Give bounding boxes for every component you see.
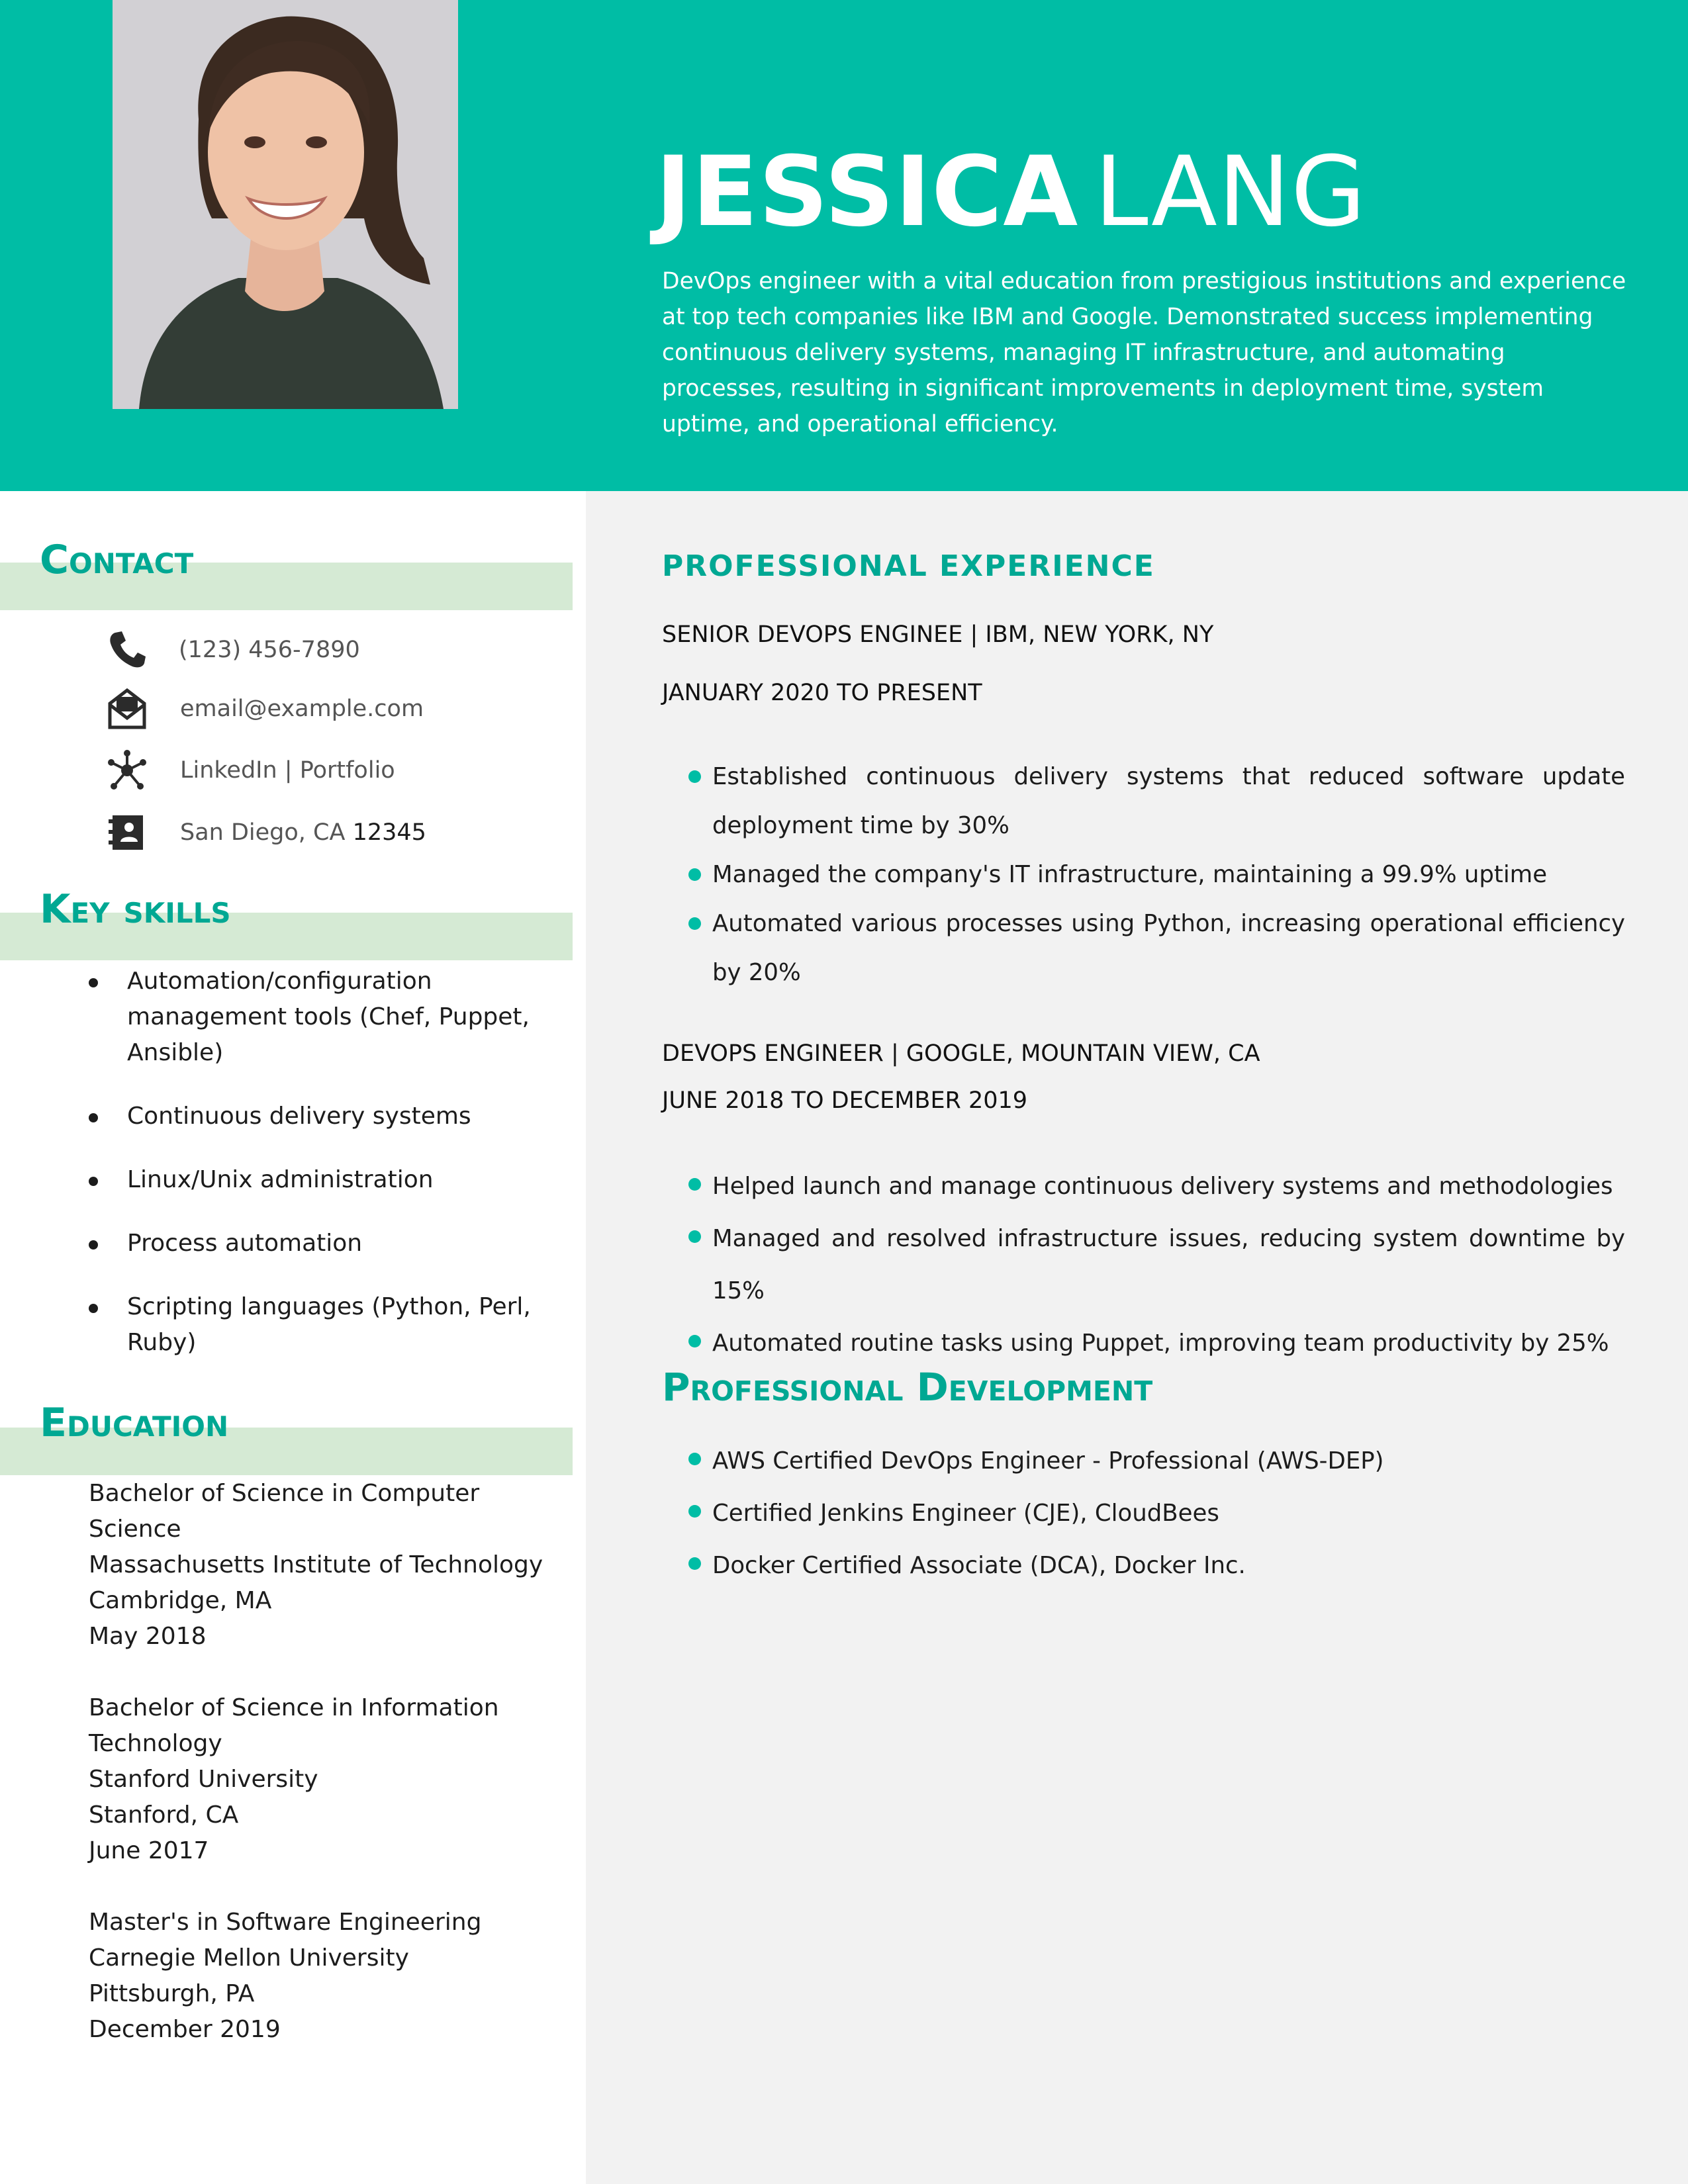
- edu-date: June 2017: [89, 1837, 209, 1864]
- edu-location: Cambridge, MA: [89, 1587, 272, 1614]
- contact-email: [106, 686, 424, 732]
- skill-item: Continuous delivery systems: [86, 1099, 549, 1134]
- location-city: San Diego, CA: [180, 819, 346, 846]
- education-entry: [89, 1690, 565, 1869]
- edu-degree: Master's in Software Engineering: [89, 1909, 482, 1936]
- header-banner: [0, 0, 1688, 491]
- envelope-icon: [106, 688, 148, 730]
- skill-item: Automation/configuration management tools (Chef, Puppet, Ansible): [86, 964, 549, 1071]
- edu-location: Stanford, CA: [89, 1801, 239, 1829]
- address-card-icon: [106, 811, 148, 854]
- education-list: [89, 1476, 565, 2083]
- edu-location: Pittsburgh, PA: [89, 1980, 255, 2007]
- contact-heading: Contact: [40, 537, 194, 583]
- education-entry: [89, 1476, 565, 1655]
- development-item: AWS Certified DevOps Engineer - Professional (AWS-DEP): [688, 1435, 1625, 1487]
- job-bullet: Managed and resolved infrastructure issues, reducing system downtime by 15%: [688, 1212, 1625, 1317]
- development-heading: Professional Development: [662, 1365, 1153, 1410]
- skills-list: [86, 964, 549, 1388]
- links-text: LinkedIn | Portfolio: [180, 757, 395, 784]
- job-bullet: Helped launch and manage continuous delivery systems and methodologies: [688, 1160, 1625, 1212]
- edu-school: Massachusetts Institute of Technology: [89, 1551, 543, 1578]
- job-role: DEVOPS ENGINEER | GOOGLE, MOUNTAIN VIEW, CA: [662, 1040, 1260, 1067]
- contact-phone: [106, 627, 360, 673]
- location-text: [180, 819, 426, 846]
- education-entry: [89, 1905, 565, 2048]
- job-dates: JUNE 2018 TO DECEMBER 2019: [662, 1087, 1028, 1114]
- development-item: Certified Jenkins Engineer (CJE), CloudBees: [688, 1487, 1625, 1539]
- edu-school: Stanford University: [89, 1766, 318, 1793]
- job-bullet: Automated various processes using Python, increasing operational efficiency by 20%: [688, 899, 1625, 997]
- edu-degree: Bachelor of Science in Information Technology: [89, 1694, 499, 1757]
- skill-item: Process automation: [86, 1226, 549, 1261]
- portrait-illustration: [113, 0, 458, 409]
- last-name: LANG: [1094, 136, 1367, 248]
- contact-links: [106, 747, 395, 794]
- contact-location: [106, 809, 426, 856]
- job-bullets: [688, 752, 1625, 997]
- development-list: [688, 1435, 1625, 1592]
- skill-item: Linux/Unix administration: [86, 1162, 549, 1198]
- job-dates: JANUARY 2020 TO PRESENT: [662, 680, 982, 706]
- edu-school: Carnegie Mellon University: [89, 1944, 409, 1972]
- job-role: SENIOR DEVOPS ENGINEE | IBM, NEW YORK, NY: [662, 621, 1214, 648]
- job-bullet: Established continuous delivery systems that reduced software update deployment time by 30%: [688, 752, 1625, 850]
- skill-item: Scripting languages (Python, Perl, Ruby): [86, 1289, 549, 1361]
- development-item: Docker Certified Associate (DCA), Docker Inc.: [688, 1539, 1625, 1592]
- experience-heading: PROFESSIONAL EXPERIENCE: [662, 549, 1155, 583]
- job-bullets: [688, 1160, 1625, 1369]
- education-heading: Education: [40, 1400, 229, 1446]
- profile-summary: DevOps engineer with a vital education from prestigious institutions and experience at top tech companies like IBM and Google. Demonstrated success implementing continuous delivery systems, managing IT infrastructure, and automating processes, resulting in significant improvements in deployment time, system uptime, and operational efficiency.: [662, 268, 1626, 437]
- edu-degree: Bachelor of Science in Computer Science: [89, 1480, 480, 1543]
- edu-date: May 2018: [89, 1623, 207, 1650]
- profile-photo: [113, 0, 458, 409]
- candidate-name: [655, 132, 1366, 251]
- skills-heading: Key skills: [40, 886, 231, 933]
- email-text: email@example.com: [180, 696, 424, 722]
- job-bullet: Managed the company's IT infrastructure, maintaining a 99.9% uptime: [688, 850, 1625, 899]
- location-zip: 12345: [352, 819, 426, 846]
- network-icon: [106, 749, 148, 792]
- first-name: JESSICA: [655, 136, 1079, 248]
- edu-date: December 2019: [89, 2016, 281, 2043]
- job-bullet: Automated routine tasks using Puppet, improving team productivity by 25%: [688, 1317, 1625, 1369]
- phone-icon: [106, 629, 148, 671]
- phone-text: (123) 456-7890: [179, 637, 360, 663]
